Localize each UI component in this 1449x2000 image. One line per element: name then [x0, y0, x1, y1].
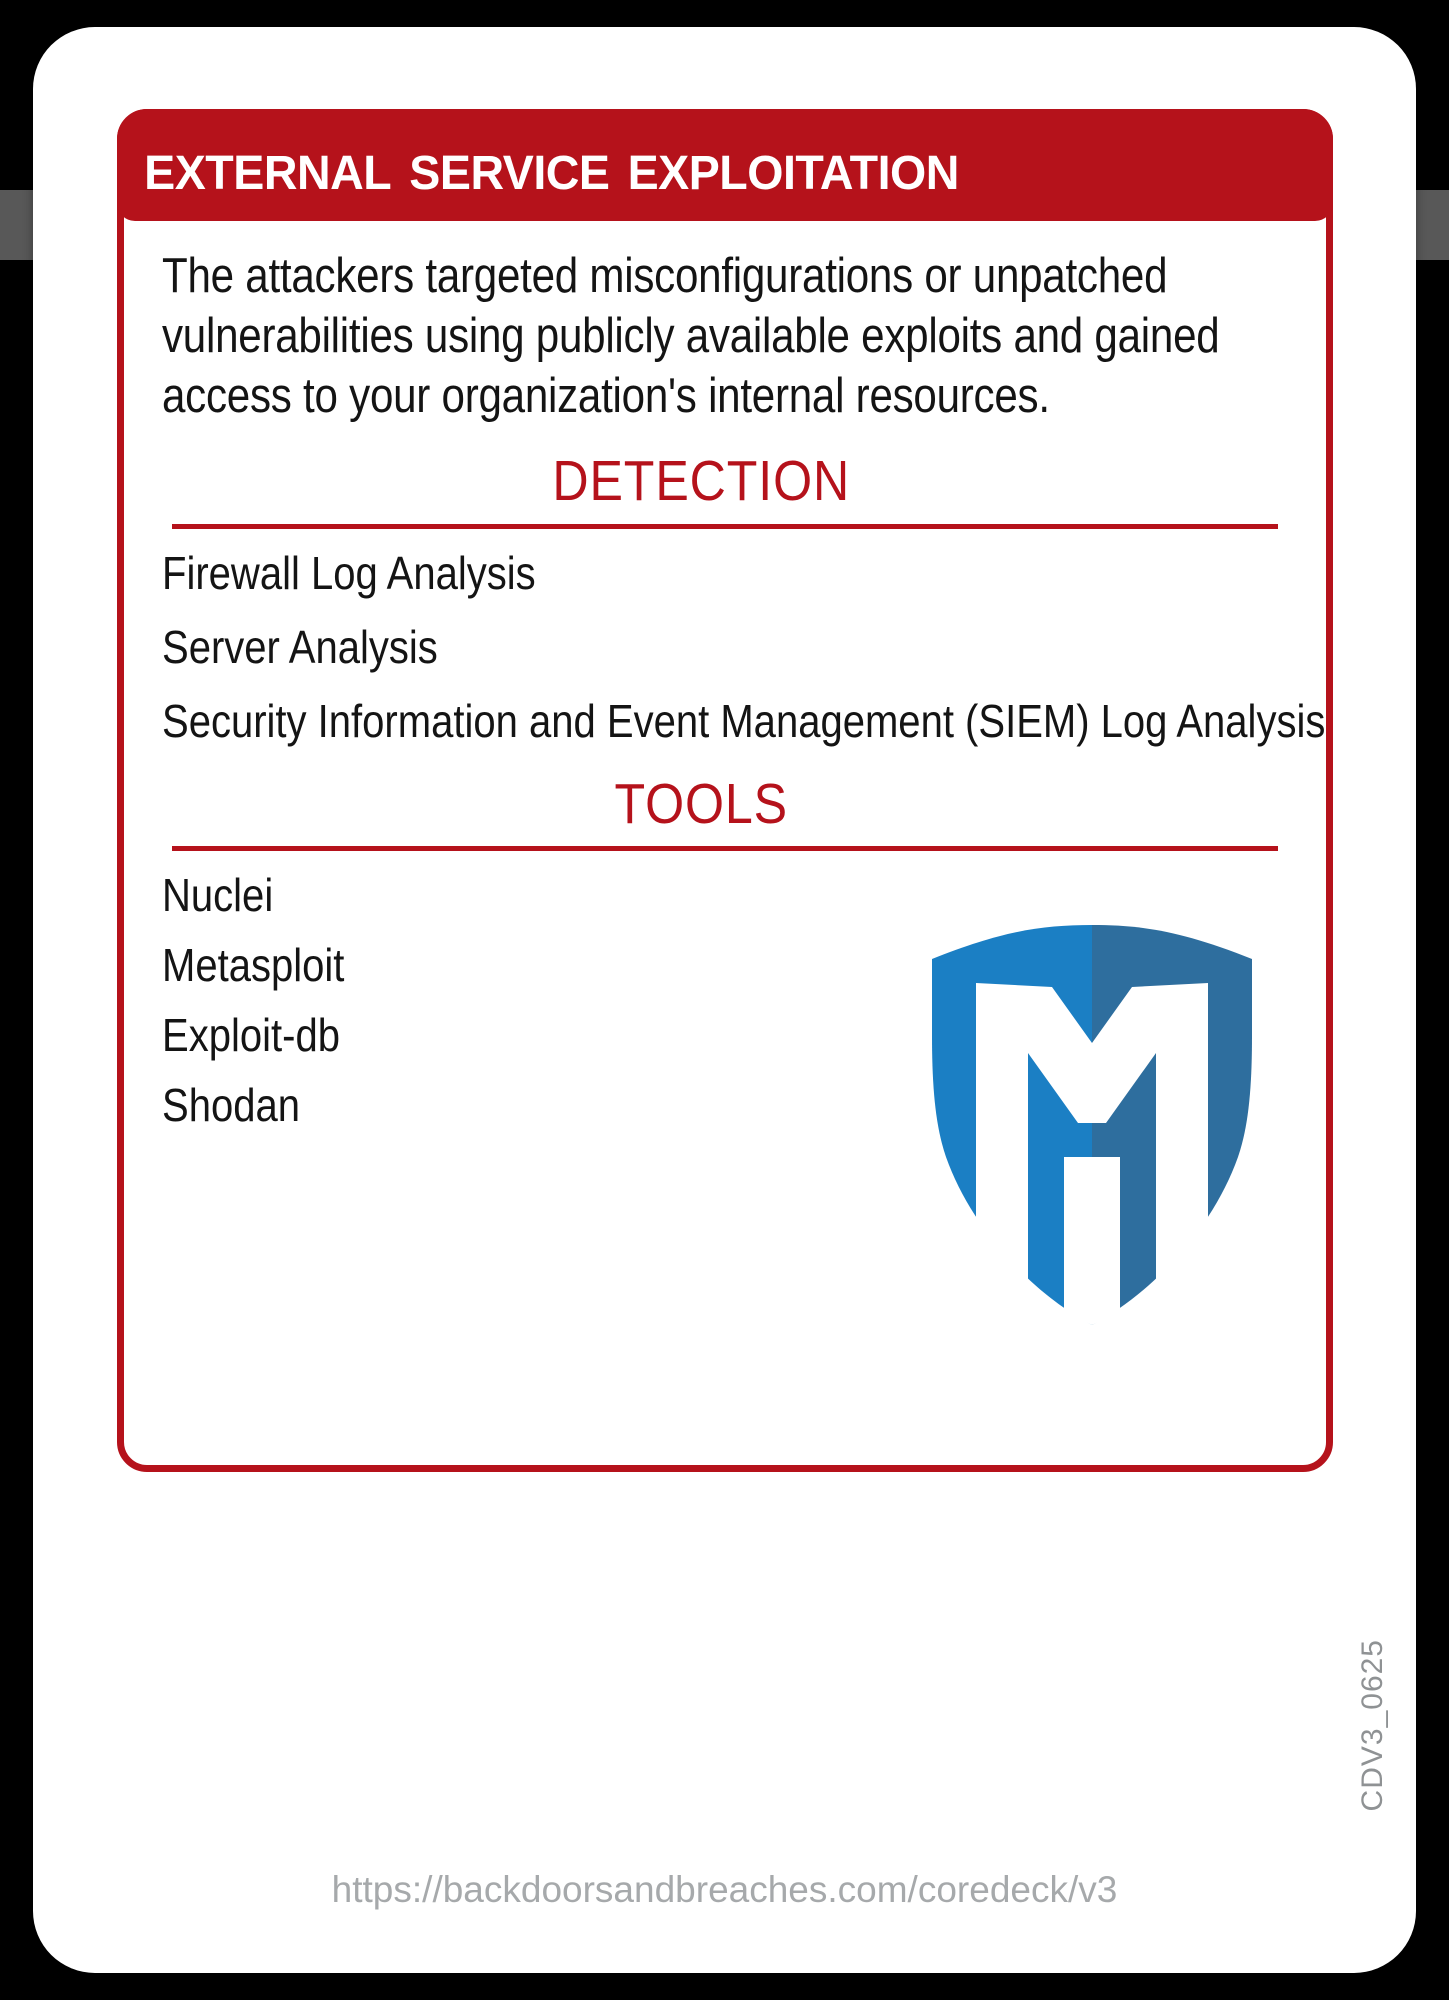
section-rule-tools [172, 846, 1278, 851]
card-inner-panel [117, 109, 1333, 1472]
metasploit-shield-logo-icon [932, 925, 1252, 1325]
card-title-bar [117, 109, 1333, 221]
section-heading-detection: DETECTION [552, 449, 851, 514]
detection-item-list [162, 547, 1326, 748]
card-description: The attackers targeted misconfigurations or unpatched vulnerabilities using publicly available exploits and gained access to your organization's internal resources. [162, 249, 1220, 423]
section-heading-tools: TOOLS [614, 771, 789, 836]
playing-card [33, 27, 1416, 1973]
list-item: Firewall Log Analysis [162, 547, 536, 600]
page-title: external service exploitation [144, 126, 959, 204]
list-item: Server Analysis [162, 620, 438, 673]
list-item: Exploit-db [162, 1009, 340, 1062]
list-item: Shodan [162, 1078, 300, 1131]
section-tools [162, 771, 1288, 1133]
card-content [124, 221, 1326, 1472]
list-item: Nuclei [162, 869, 274, 922]
section-detection [162, 449, 1326, 748]
card-code-label: CDV3_0625 [1356, 1638, 1389, 1811]
list-item: Security Information and Event Management (SIEM) Log Analysis [162, 694, 1326, 747]
section-rule-detection [172, 524, 1278, 529]
list-item: Metasploit [162, 939, 345, 992]
tools-row [162, 869, 1288, 1132]
footer-url: https://backdoorsandbreaches.com/coredeck/v3 [331, 1869, 1118, 1910]
